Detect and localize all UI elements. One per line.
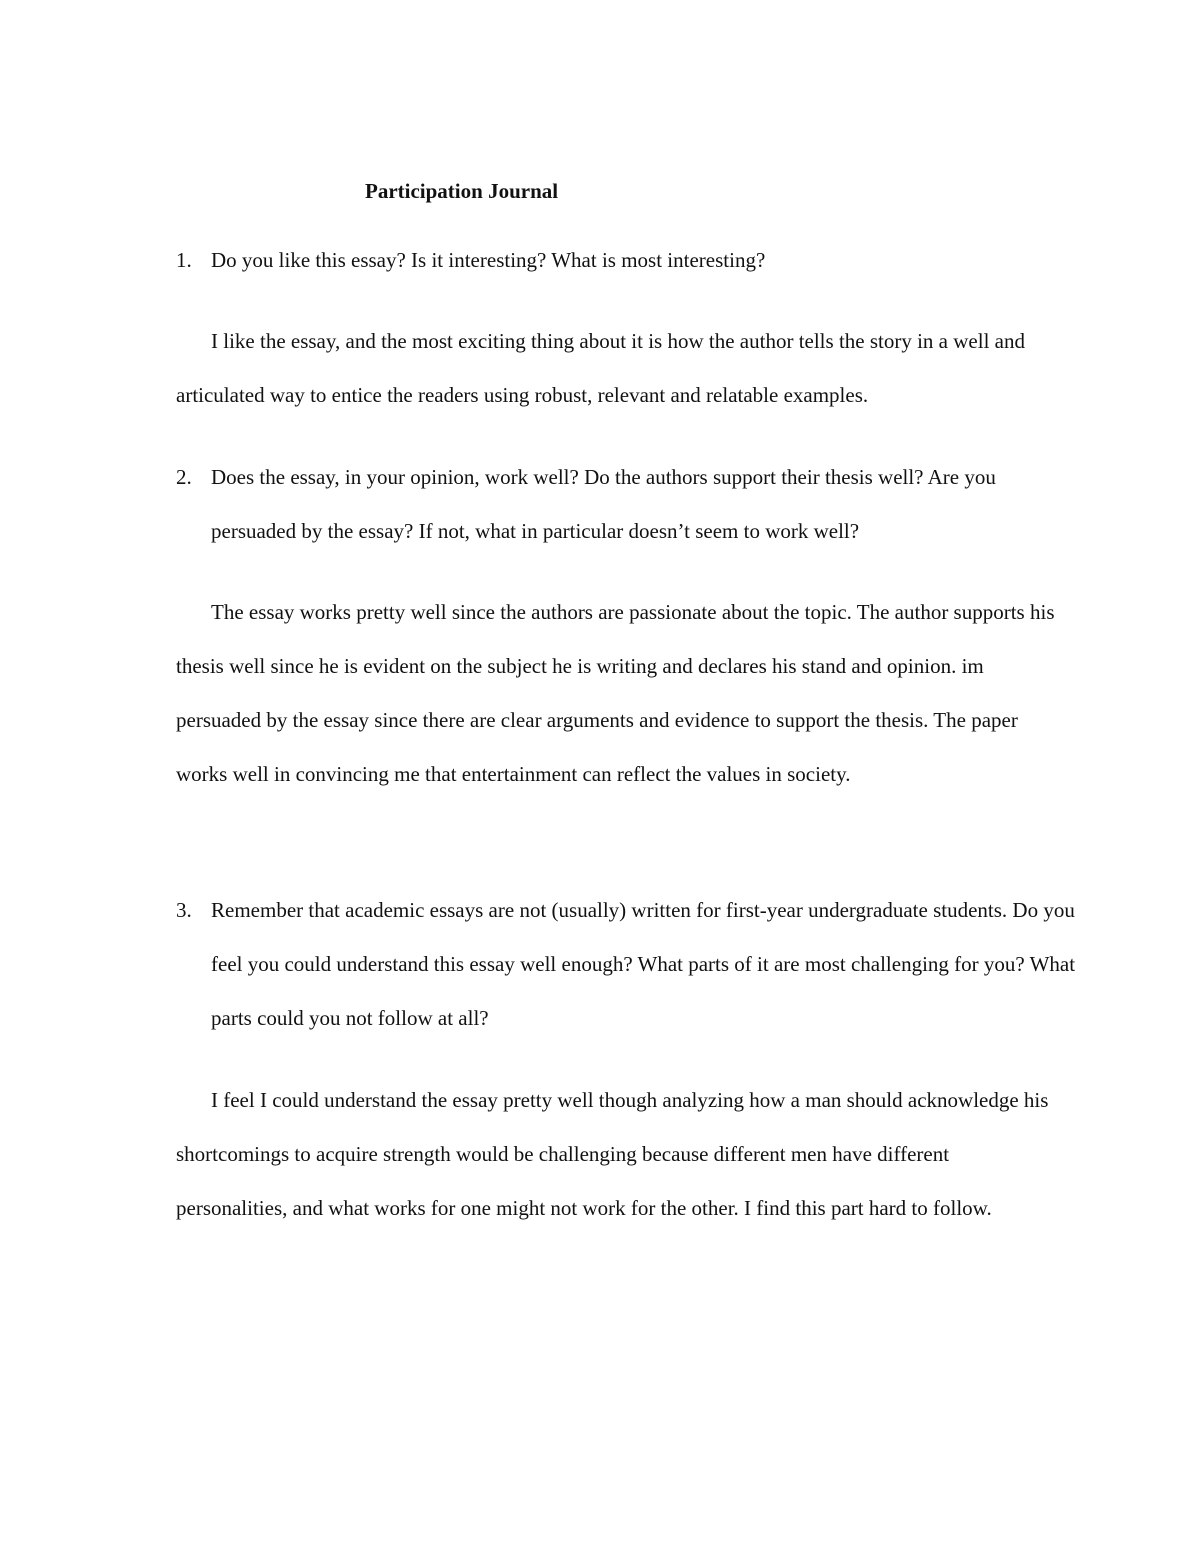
question-text: Does the essay, in your opinion, work well? Do the authors support their thesis well? Are you persuaded by the essay? If not, what in particular doesn’t seem to work well? [211, 465, 996, 543]
question-text: Remember that academic essays are not (usually) written for first-year undergraduate students. Do you feel you could understand this essay well enough? What parts of it are most challenging for you? What parts could you not follow at all? [211, 898, 1076, 1030]
question-number: 1. [176, 248, 192, 272]
answer-2: The essay works pretty well since the authors are passionate about the topic. The author supports his thesis well since he is evident on the subject he is writing and declares his stand and opinion. im persuaded by the essay since there are clear arguments and evidence to support the thesis. The paper works well in convincing me that entertainment can reflect the values in society. [176, 600, 1055, 786]
question-number: 2. [176, 465, 192, 489]
answer-3: I feel I could understand the essay pretty well though analyzing how a man should acknowledge his shortcomings to acquire strength would be challenging because different men have different personalities, and what works for one might not work for the other. I find this part hard to follow. [176, 1088, 1049, 1220]
question-1 [176, 233, 1076, 287]
question-number: 3. [176, 898, 192, 922]
document-title: Participation Journal [365, 179, 559, 203]
answer-1: I like the essay, and the most exciting thing about it is how the author tells the story in a well and articulated way to entice the readers using robust, relevant and relatable examples. [176, 329, 1025, 407]
question-2 [176, 450, 1076, 558]
question-text: Do you like this essay? Is it interesting? What is most interesting? [211, 248, 766, 272]
question-3 [176, 883, 1076, 1045]
